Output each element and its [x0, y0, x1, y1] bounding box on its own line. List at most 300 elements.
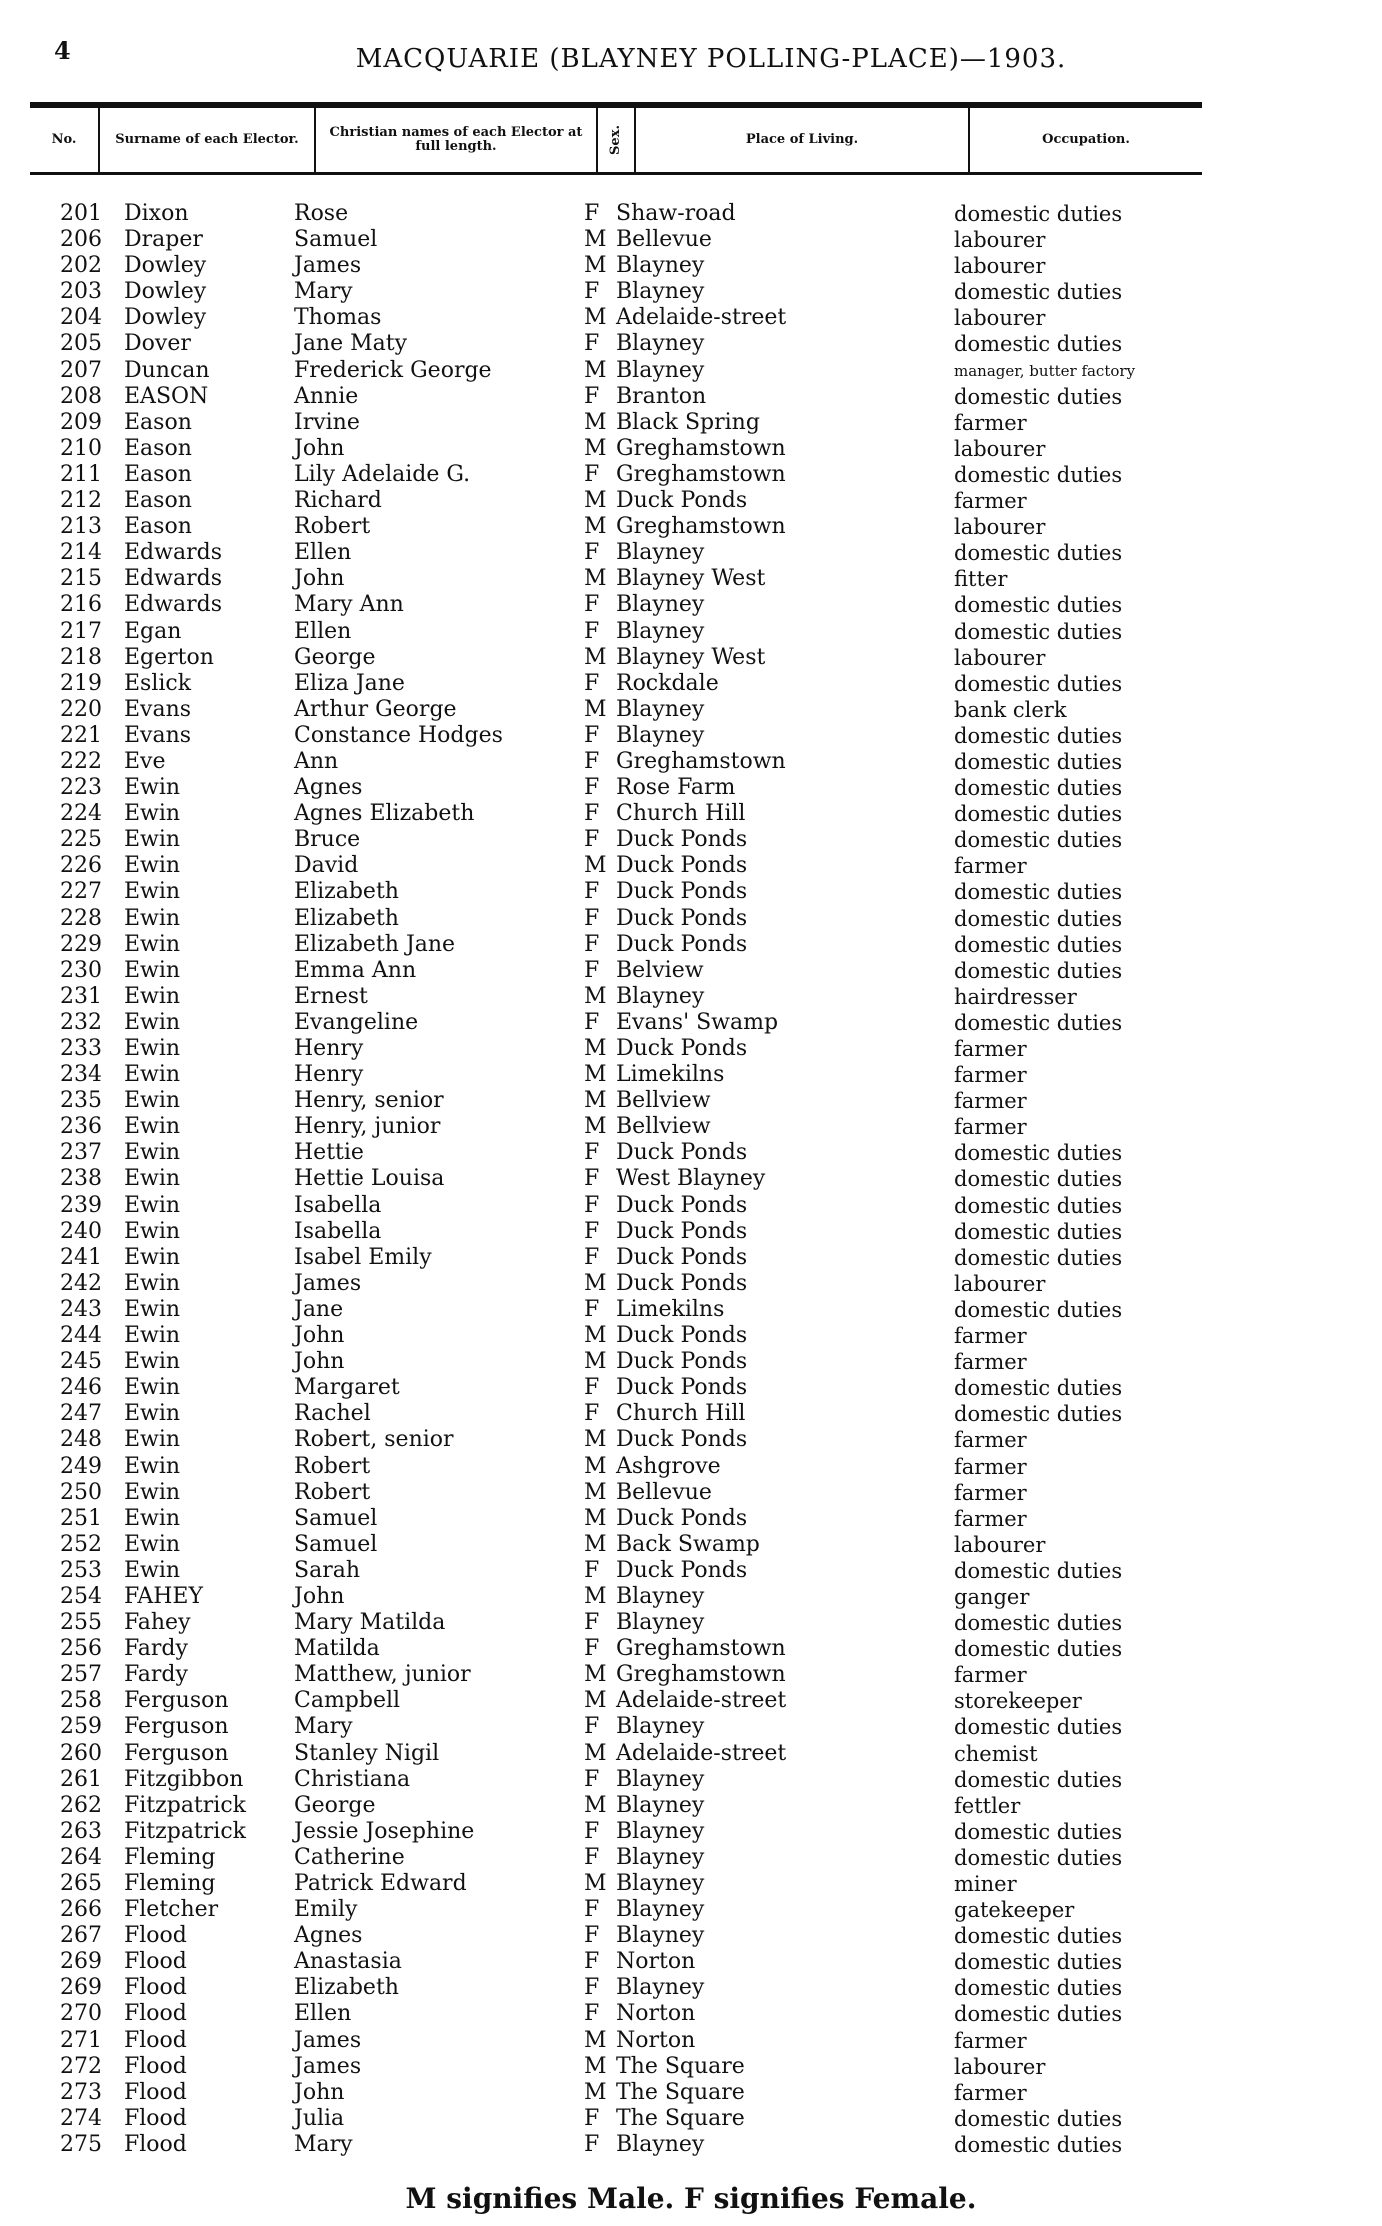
elector-christian-names: Ann — [294, 748, 339, 774]
elector-surname: Ewin — [124, 1427, 181, 1453]
elector-place: Blayney West — [616, 644, 766, 670]
elector-christian-names: Bruce — [294, 827, 361, 853]
elector-occupation: domestic duties — [954, 2106, 1123, 2131]
elector-sex: M — [584, 644, 607, 670]
elector-christian-names: John — [294, 435, 345, 461]
elector-sex: M — [584, 1036, 607, 1061]
table-row — [0, 1375, 1382, 1401]
elector-sex: M — [584, 1453, 607, 1479]
elector-sex: M — [584, 2053, 607, 2079]
elector-number: 266 — [60, 1897, 102, 1923]
elector-occupation: farmer — [954, 1063, 1027, 1088]
elector-number: 257 — [60, 1662, 102, 1688]
elector-place: Church Hill — [616, 1401, 746, 1427]
elector-number: 269 — [60, 1949, 102, 1975]
elector-christian-names: Jane — [294, 1296, 344, 1322]
elector-surname: Eason — [124, 435, 192, 461]
elector-place: Norton — [616, 2027, 696, 2053]
elector-number: 236 — [60, 1114, 102, 1140]
elector-place: Bellview — [616, 1114, 711, 1140]
table-row — [0, 305, 1382, 331]
table-row — [0, 671, 1382, 697]
elector-surname: Fleming — [124, 1844, 216, 1870]
elector-place: Duck Ponds — [616, 905, 748, 931]
table-row — [0, 1036, 1382, 1062]
elector-occupation: farmer — [954, 1037, 1027, 1061]
table-row — [0, 1584, 1382, 1610]
elector-number: 229 — [60, 931, 102, 957]
elector-place: Adelaide-street — [616, 305, 787, 331]
elector-sex: M — [584, 1688, 607, 1714]
elector-sex: F — [584, 1897, 600, 1923]
elector-sex: M — [584, 305, 607, 331]
elector-place: The Square — [616, 2105, 745, 2131]
elector-occupation: farmer — [954, 1350, 1027, 1375]
table-row — [0, 1871, 1382, 1897]
table-row — [0, 1349, 1382, 1375]
elector-number: 258 — [60, 1688, 102, 1714]
elector-christian-names: Robert — [294, 1453, 371, 1479]
elector-christian-names: James — [294, 2053, 362, 2079]
elector-place: Duck Ponds — [616, 1140, 748, 1166]
elector-number: 261 — [60, 1766, 102, 1792]
elector-surname: Ewin — [124, 905, 181, 931]
elector-christian-names: Agnes Elizabeth — [294, 801, 475, 827]
table-row — [0, 1010, 1382, 1036]
elector-surname: Ewin — [124, 1323, 181, 1349]
elector-christian-names: Campbell — [294, 1688, 401, 1714]
elector-christian-names: Isabella — [294, 1218, 382, 1244]
elector-christian-names: Matilda — [294, 1636, 380, 1662]
elector-place: The Square — [616, 2079, 745, 2105]
table-row — [0, 1401, 1382, 1427]
elector-christian-names: Robert, senior — [294, 1427, 454, 1453]
elector-christian-names: James — [294, 253, 362, 279]
elector-christian-names: Emily — [294, 1897, 358, 1923]
elector-sex: F — [584, 2105, 600, 2131]
elector-christian-names: Hettie — [294, 1140, 364, 1166]
table-row — [0, 514, 1382, 540]
elector-occupation: domestic duties — [954, 1402, 1123, 1427]
elector-sex: F — [584, 461, 600, 487]
elector-surname: Fitzpatrick — [124, 1818, 246, 1844]
elector-christian-names: Constance Hodges — [294, 722, 503, 748]
elector-place: Blayney — [616, 1766, 705, 1792]
elector-sex: M — [584, 2027, 607, 2053]
elector-sex: M — [584, 1479, 607, 1505]
elector-surname: Egan — [124, 618, 182, 644]
elector-sex: F — [584, 1975, 600, 2001]
elector-christian-names: Mary — [294, 1714, 353, 1740]
table-row — [0, 1688, 1382, 1714]
elector-number: 267 — [60, 1923, 102, 1949]
elector-occupation: labourer — [954, 254, 1046, 279]
elector-christian-names: John — [294, 1323, 345, 1349]
elector-christian-names: George — [294, 1792, 376, 1818]
elector-christian-names: Samuel — [294, 1505, 378, 1531]
elector-sex: F — [584, 1844, 600, 1870]
elector-occupation: domestic duties — [954, 1924, 1123, 1949]
table-row — [0, 1088, 1382, 1114]
elector-surname: Ewin — [124, 1192, 181, 1218]
elector-sex: F — [584, 1949, 600, 1975]
table-row — [0, 958, 1382, 984]
elector-sex: M — [584, 1583, 607, 1609]
elector-sex: F — [584, 1923, 600, 1949]
elector-sex: F — [584, 383, 600, 409]
elector-surname: Eve — [124, 748, 166, 774]
table-row — [0, 697, 1382, 723]
elector-place: Duck Ponds — [616, 1427, 748, 1453]
elector-number: 235 — [60, 1088, 102, 1114]
elector-occupation: farmer — [954, 854, 1027, 879]
elector-christian-names: Evangeline — [294, 1009, 419, 1035]
elector-place: Evans' Swamp — [616, 1009, 779, 1035]
elector-sex: F — [584, 670, 600, 696]
table-row — [0, 358, 1382, 384]
elector-surname: Flood — [124, 2079, 187, 2105]
elector-occupation: fitter — [954, 567, 1008, 592]
table-row — [0, 749, 1382, 775]
elector-place: Blayney — [616, 722, 705, 748]
table-row — [0, 1975, 1382, 2001]
elector-occupation: domestic duties — [954, 384, 1123, 409]
elector-sex: M — [584, 1062, 607, 1088]
elector-place: Blayney — [616, 253, 705, 279]
elector-place: Black Spring — [616, 409, 760, 435]
elector-christian-names: Elizabeth — [294, 905, 399, 931]
elector-sex: F — [584, 1557, 600, 1583]
elector-surname: Dowley — [124, 279, 207, 305]
elector-sex: F — [584, 592, 600, 618]
elector-occupation: farmer — [954, 2080, 1027, 2105]
elector-occupation: farmer — [954, 410, 1027, 435]
elector-place: Duck Ponds — [616, 1505, 748, 1531]
table-row — [0, 1610, 1382, 1636]
elector-surname: Eslick — [124, 670, 192, 696]
elector-surname: Flood — [124, 2053, 187, 2079]
elector-occupation: domestic duties — [954, 1845, 1123, 1870]
elector-christian-names: Elizabeth — [294, 1975, 399, 2001]
table-row — [0, 1923, 1382, 1949]
elector-number: 269 — [60, 1975, 102, 2001]
elector-surname: Ewin — [124, 1114, 181, 1140]
elector-christian-names: Mary — [294, 279, 353, 305]
elector-number: 214 — [60, 540, 102, 566]
elector-number: 252 — [60, 1531, 102, 1557]
elector-christian-names: Richard — [294, 488, 382, 514]
elector-occupation: farmer — [954, 1663, 1027, 1688]
elector-number: 263 — [60, 1818, 102, 1844]
elector-place: Branton — [616, 383, 707, 409]
elector-surname: Egerton — [124, 644, 214, 670]
table-row — [0, 1532, 1382, 1558]
table-row — [0, 436, 1382, 462]
elector-number: 244 — [60, 1323, 102, 1349]
elector-occupation: domestic duties — [954, 619, 1123, 644]
elector-place: Duck Ponds — [616, 488, 748, 514]
elector-surname: Eason — [124, 409, 192, 435]
elector-occupation: domestic duties — [954, 1245, 1123, 1270]
elector-surname: Fletcher — [124, 1897, 219, 1923]
elector-place: Blayney — [616, 2131, 705, 2157]
elector-number: 209 — [60, 409, 102, 435]
elector-occupation: farmer — [954, 1089, 1027, 1114]
elector-number: 204 — [60, 305, 102, 331]
elector-christian-names: Sarah — [294, 1557, 360, 1583]
elector-number: 239 — [60, 1192, 102, 1218]
elector-place: Duck Ponds — [616, 1349, 748, 1375]
elector-sex: F — [584, 827, 600, 853]
elector-occupation: domestic duties — [954, 880, 1123, 905]
elector-place: Blayney — [616, 1714, 705, 1740]
elector-number: 211 — [60, 461, 102, 487]
table-row — [0, 462, 1382, 488]
elector-christian-names: Rose — [294, 201, 349, 226]
elector-christian-names: Thomas — [294, 305, 382, 331]
table-row — [0, 2132, 1382, 2158]
elector-occupation: labourer — [954, 436, 1046, 461]
elector-surname: Eason — [124, 461, 192, 487]
elector-christian-names: Henry — [294, 1062, 364, 1088]
elector-occupation: labourer — [954, 228, 1046, 253]
table-row — [0, 1271, 1382, 1297]
elector-surname: Dowley — [124, 305, 207, 331]
table-row — [0, 1140, 1382, 1166]
table-row — [0, 853, 1382, 879]
elector-christian-names: Eliza Jane — [294, 670, 405, 696]
elector-surname: Ewin — [124, 1088, 181, 1114]
elector-number: 249 — [60, 1453, 102, 1479]
elector-number: 203 — [60, 279, 102, 305]
elector-place: Norton — [616, 1949, 696, 1975]
elector-occupation: domestic duties — [954, 1141, 1123, 1166]
page-number: 4 — [54, 36, 71, 65]
elector-christian-names: James — [294, 2027, 362, 2053]
elector-place: Rockdale — [616, 670, 719, 696]
elector-number: 237 — [60, 1140, 102, 1166]
elector-number: 259 — [60, 1714, 102, 1740]
elector-place: Blayney — [616, 1871, 705, 1896]
elector-occupation: hairdresser — [954, 984, 1077, 1009]
elector-sex: M — [584, 488, 607, 514]
elector-christian-names: Jessie Josephine — [294, 1818, 475, 1844]
table-row — [0, 1427, 1382, 1453]
elector-number: 254 — [60, 1583, 102, 1609]
elector-surname: Ewin — [124, 1349, 181, 1375]
elector-number: 270 — [60, 2001, 102, 2027]
elector-christian-names: Ellen — [294, 618, 352, 644]
elector-sex: F — [584, 801, 600, 827]
elector-christian-names: Ellen — [294, 2001, 352, 2027]
elector-place: Blayney — [616, 279, 705, 305]
elector-place: Duck Ponds — [616, 1218, 748, 1244]
elector-place: Shaw-road — [616, 201, 736, 226]
elector-surname: Flood — [124, 2027, 187, 2053]
elector-christian-names: Irvine — [294, 409, 360, 435]
elector-number: 274 — [60, 2105, 102, 2131]
elector-surname: Ewin — [124, 1036, 181, 1061]
elector-sex: M — [584, 1531, 607, 1557]
table-row — [0, 1767, 1382, 1793]
elector-number: 264 — [60, 1844, 102, 1870]
elector-occupation: domestic duties — [954, 332, 1123, 357]
elector-place: Blayney — [616, 1818, 705, 1844]
elector-occupation: domestic duties — [954, 1976, 1123, 2001]
elector-place: Blayney — [616, 618, 705, 644]
elector-number: 247 — [60, 1401, 102, 1427]
elector-christian-names: Margaret — [294, 1375, 400, 1401]
elector-number: 208 — [60, 383, 102, 409]
elector-christian-names: David — [294, 853, 359, 879]
elector-sex: M — [584, 409, 607, 435]
header-sex-label: Sex. — [608, 125, 623, 155]
elector-sex: M — [584, 1349, 607, 1375]
elector-number: 216 — [60, 592, 102, 618]
elector-occupation: domestic duties — [954, 1376, 1123, 1401]
elector-sex: F — [584, 331, 600, 357]
elector-sex: M — [584, 2079, 607, 2105]
elector-sex: F — [584, 931, 600, 957]
table-row — [0, 932, 1382, 958]
elector-number: 221 — [60, 722, 102, 748]
elector-occupation: ganger — [954, 1584, 1030, 1609]
elector-number: 225 — [60, 827, 102, 853]
elector-place: Limekilns — [616, 1062, 725, 1088]
elector-sex: F — [584, 279, 600, 305]
elector-place: Adelaide-street — [616, 1688, 787, 1714]
elector-place: Blayney — [616, 1923, 705, 1949]
elector-place: Greghamstown — [616, 514, 786, 540]
elector-number: 217 — [60, 618, 102, 644]
elector-place: Ashgrove — [616, 1453, 721, 1479]
elector-christian-names: Catherine — [294, 1844, 405, 1870]
elector-sex: F — [584, 748, 600, 774]
elector-number: 243 — [60, 1296, 102, 1322]
table-row — [0, 1297, 1382, 1323]
table-row — [0, 331, 1382, 357]
elector-number: 248 — [60, 1427, 102, 1453]
table-row — [0, 279, 1382, 305]
elector-christian-names: Robert — [294, 1479, 371, 1505]
elector-surname: Ewin — [124, 1244, 181, 1270]
table-row — [0, 1558, 1382, 1584]
elector-surname: Eason — [124, 488, 192, 514]
elector-occupation: domestic duties — [954, 828, 1123, 853]
table-row — [0, 540, 1382, 566]
elector-surname: Duncan — [124, 357, 210, 383]
elector-occupation: farmer — [954, 1428, 1027, 1453]
elector-number: 273 — [60, 2079, 102, 2105]
elector-sex: F — [584, 1166, 600, 1192]
elector-sex: F — [584, 1401, 600, 1427]
table-row — [0, 1114, 1382, 1140]
table-row — [0, 775, 1382, 801]
elector-place: Blayney — [616, 1792, 705, 1818]
table-row — [0, 1323, 1382, 1349]
elector-place: Bellview — [616, 1088, 711, 1114]
elector-number: 234 — [60, 1062, 102, 1088]
table-row — [0, 592, 1382, 618]
elector-surname: Ewin — [124, 1218, 181, 1244]
elector-number: 250 — [60, 1479, 102, 1505]
header-christian-names: Christian names of each Elector at full length. — [316, 108, 598, 172]
elector-place: Church Hill — [616, 801, 746, 827]
elector-occupation: domestic duties — [954, 1167, 1123, 1192]
elector-number: 233 — [60, 1036, 102, 1061]
elector-occupation: domestic duties — [954, 802, 1123, 827]
elector-occupation: domestic duties — [954, 958, 1123, 983]
elector-sex: M — [584, 983, 607, 1009]
elector-christian-names: Annie — [294, 383, 359, 409]
elector-number: 201 — [60, 201, 102, 226]
elector-occupation: domestic duties — [954, 932, 1123, 957]
elector-sex: F — [584, 540, 600, 566]
elector-surname: Fardy — [124, 1662, 188, 1688]
elector-sex: F — [584, 1375, 600, 1401]
elector-sex: M — [584, 696, 607, 722]
table-header — [30, 108, 1202, 172]
elector-surname: Fahey — [124, 1610, 191, 1636]
elector-christian-names: Elizabeth Jane — [294, 931, 456, 957]
elector-number: 224 — [60, 801, 102, 827]
table-row — [0, 566, 1382, 592]
table-row — [0, 2001, 1382, 2027]
elector-sex: F — [584, 1218, 600, 1244]
table-row — [0, 1166, 1382, 1192]
elector-number: 238 — [60, 1166, 102, 1192]
page-title: MACQUARIE (BLAYNEY POLLING-PLACE)—1903. — [355, 44, 1067, 74]
elector-number: 245 — [60, 1349, 102, 1375]
elector-christian-names: Robert — [294, 514, 371, 540]
elector-sex: M — [584, 435, 607, 461]
elector-place: Greghamstown — [616, 435, 786, 461]
elector-number: 215 — [60, 566, 102, 592]
elector-number: 220 — [60, 696, 102, 722]
elector-christian-names: Ellen — [294, 540, 352, 566]
elector-occupation: domestic duties — [954, 776, 1123, 801]
elector-surname: Ewin — [124, 1270, 181, 1296]
elector-number: 251 — [60, 1505, 102, 1531]
elector-sex: F — [584, 1818, 600, 1844]
elector-place: The Square — [616, 2053, 745, 2079]
elector-surname: Ewin — [124, 931, 181, 957]
elector-place: Duck Ponds — [616, 1323, 748, 1349]
elector-christian-names: Henry, senior — [294, 1088, 444, 1114]
elector-place: Duck Ponds — [616, 1270, 748, 1296]
elector-number: 207 — [60, 357, 102, 383]
elector-occupation: domestic duties — [954, 749, 1123, 774]
elector-sex: M — [584, 514, 607, 540]
table-row — [0, 879, 1382, 905]
table-row — [0, 984, 1382, 1010]
elector-sex: M — [584, 1323, 607, 1349]
elector-christian-names: Agnes — [294, 1923, 363, 1949]
elector-number: 240 — [60, 1218, 102, 1244]
elector-sex: M — [584, 1114, 607, 1140]
elector-sex: F — [584, 905, 600, 931]
elector-surname: Ewin — [124, 1479, 181, 1505]
elector-place: Duck Ponds — [616, 1244, 748, 1270]
elector-surname: Ewin — [124, 775, 181, 801]
elector-place: Rose Farm — [616, 775, 736, 801]
elector-place: Bellevue — [616, 227, 712, 253]
elector-occupation: fettler — [954, 1793, 1021, 1818]
elector-surname: Ewin — [124, 879, 181, 905]
elector-occupation: domestic duties — [954, 1637, 1123, 1662]
elector-number: 231 — [60, 983, 102, 1009]
elector-occupation: gatekeeper — [954, 1898, 1075, 1923]
